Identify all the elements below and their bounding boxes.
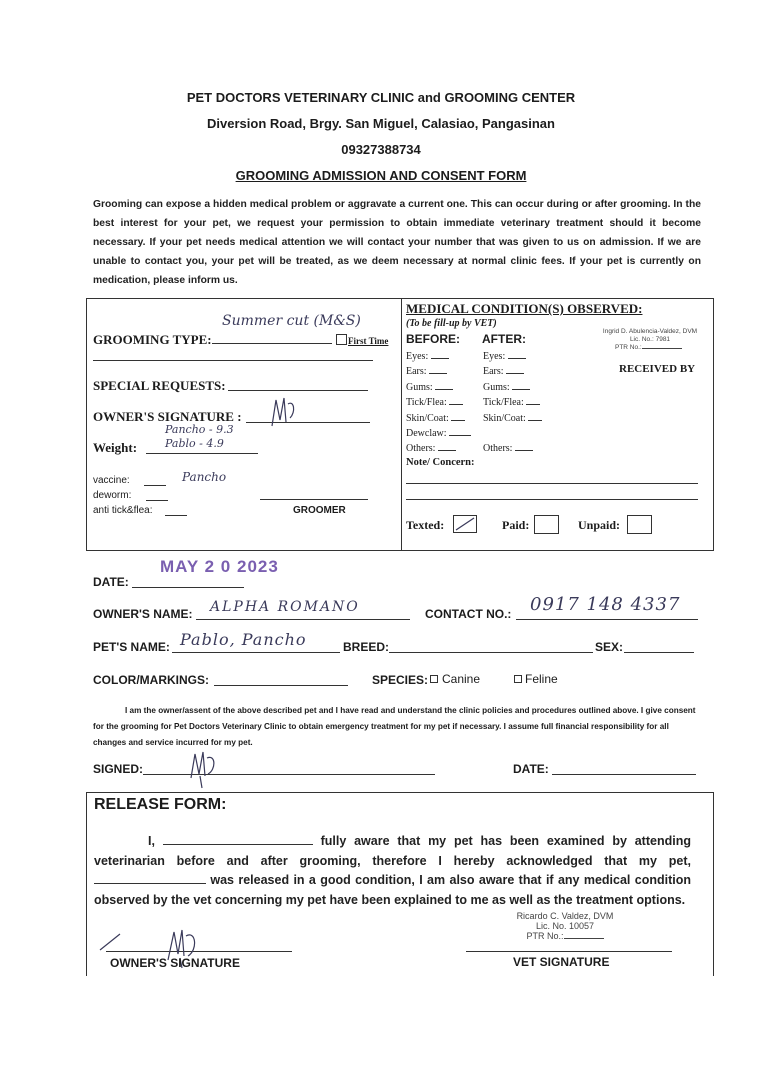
- unpaid-label: Unpaid:: [578, 518, 621, 532]
- owner-signature-scribble: [268, 392, 298, 430]
- owner-sig-label: OWNER'S SIGNATURE: [110, 956, 240, 970]
- date-field[interactable]: [132, 587, 244, 588]
- sex-field[interactable]: [624, 652, 694, 653]
- after-label: AFTER:: [482, 332, 526, 346]
- signed-scribble: [186, 748, 220, 790]
- owner-name-field[interactable]: [196, 619, 410, 620]
- vaccine-field[interactable]: [144, 485, 166, 486]
- unpaid-checkbox[interactable]: [627, 515, 652, 534]
- signed-label: SIGNED:: [93, 762, 144, 776]
- note-line-1[interactable]: [406, 483, 698, 484]
- groomer-label: GROOMER: [293, 505, 346, 516]
- contact-label: CONTACT NO.:: [425, 607, 512, 621]
- after-list: Eyes: Ears: Gums: Tick/Flea: Skin/Coat: Others:: [483, 349, 542, 457]
- paid-checkbox[interactable]: [534, 515, 559, 534]
- grooming-type-value: Summer cut (M&S): [222, 313, 361, 329]
- clinic-name: PET DOCTORS VETERINARY CLINIC and GROOMING CENTER: [186, 90, 576, 105]
- release-owner-name-field[interactable]: [163, 844, 313, 845]
- pet-name-label: PET'S NAME:: [93, 640, 170, 654]
- antitick-field[interactable]: [165, 515, 187, 516]
- first-time-label: First Time: [348, 336, 389, 346]
- date-label: DATE:: [93, 575, 129, 589]
- box-divider: [401, 298, 402, 550]
- contact-value: 0917 148 4337: [530, 594, 681, 615]
- feline-checkbox[interactable]: [514, 675, 522, 683]
- clinic-phone: 09327388734: [341, 142, 421, 157]
- pet-name-field[interactable]: [172, 652, 340, 653]
- canine-label: Canine: [442, 672, 481, 686]
- special-requests-field[interactable]: [228, 390, 368, 391]
- weight-line-2: Pablo - 4.9: [165, 437, 224, 450]
- date2-field[interactable]: [552, 774, 696, 775]
- owner-signature-field[interactable]: [246, 422, 370, 423]
- weight-field[interactable]: [146, 453, 258, 454]
- color-label: COLOR/MARKINGS:: [93, 673, 209, 687]
- color-field[interactable]: [214, 685, 348, 686]
- before-label: BEFORE:: [406, 332, 460, 346]
- feline-label: Feline: [525, 672, 558, 686]
- paid-label: Paid:: [502, 518, 530, 532]
- release-paragraph: I, fully aware that my pet has been examined by attending veterinarian before and after grooming, therefore I hereby acknowledged that my pet, was released in a good condition, I am also aware that if any medical condition observed by the vet concerning my pet have been explained to me as well as the treatment options.: [94, 834, 691, 907]
- note-line-2[interactable]: [406, 499, 698, 500]
- grooming-type-label: GROOMING TYPE:: [93, 332, 212, 347]
- vaccine-value: Pancho: [182, 470, 227, 484]
- owner-name-value: ALPHA ROMANO: [210, 599, 360, 615]
- grooming-type-line2[interactable]: [93, 360, 373, 361]
- weight-line-1: Pancho - 9.3: [165, 423, 234, 436]
- texted-checkbox[interactable]: [453, 515, 477, 533]
- vet-stamp-1: Ingrid D. Abulencia-Valdez, DVM Lic. No.: 7981 PTR No.:: [602, 328, 698, 351]
- vaccine-label: vaccine:: [93, 475, 130, 486]
- canine-checkbox[interactable]: [430, 675, 438, 683]
- grooming-type-field[interactable]: [212, 343, 332, 344]
- owner-signature-label: OWNER'S SIGNATURE :: [93, 409, 242, 424]
- deworm-field[interactable]: [146, 500, 168, 501]
- form-title: GROOMING ADMISSION AND CONSENT FORM: [235, 168, 527, 183]
- intro-paragraph: Grooming can expose a hidden medical problem or aggravate a current one. This can occur during or after grooming. In the best interest for your pet, we request your permission to obtain immediate veterinary treatment should it become necessary. If your pet needs medical attention we will contact your number that was given to us on admission. If we are unable to contact you, your pet will be treated, as we deem necessary at normal clinic fees. If your pet is currently on medication, please inform us.: [93, 199, 701, 286]
- note-label: Note/ Concern:: [406, 457, 475, 468]
- medical-subtitle: (To be fill-up by VET): [406, 318, 497, 329]
- owner-name-label: OWNER'S NAME:: [93, 607, 193, 621]
- contact-field[interactable]: [516, 619, 698, 620]
- first-time-checkbox[interactable]: [336, 334, 347, 345]
- medical-title: MEDICAL CONDITION(S) OBSERVED:: [406, 301, 643, 316]
- species-label: SPECIES:: [372, 673, 429, 687]
- release-title: RELEASE FORM:: [94, 796, 227, 813]
- breed-label: BREED:: [343, 640, 390, 654]
- vet-signature-field[interactable]: [466, 951, 672, 952]
- date-stamp: MAY 2 0 2023: [160, 557, 279, 576]
- sex-label: SEX:: [595, 640, 624, 654]
- texted-label: Texted:: [406, 518, 445, 532]
- weight-label: Weight:: [93, 440, 138, 455]
- received-by-label: RECEIVED BY: [619, 363, 696, 375]
- deworm-label: deworm:: [93, 490, 132, 501]
- before-list: Eyes: Ears: Gums: Tick/Flea: Skin/Coat: Dewclaw: Others:: [406, 349, 471, 457]
- consent-paragraph: I am the owner/assent of the above described pet and I have read and understand the clinic policies and procedures outlined above. I give consent for the grooming for Pet Doctors Veterinary Clinic to obtain emergency treatment for my pet if necessary. I assume full financial responsibility for all changes and service incurred for my pet.: [93, 706, 696, 747]
- clinic-address: Diversion Road, Brgy. San Miguel, Calasiao, Pangasinan: [207, 116, 555, 131]
- groomer-signature-field[interactable]: [260, 499, 368, 500]
- breed-field[interactable]: [389, 652, 593, 653]
- vet-stamp-2: Ricardo C. Valdez, DVM Lic. No. 10057 PTR No.:: [516, 911, 614, 941]
- special-requests-label: SPECIAL REQUESTS:: [93, 378, 226, 393]
- date2-label: DATE:: [513, 762, 549, 776]
- pet-name-value: Pablo, Pancho: [180, 630, 307, 649]
- antitick-label: anti tick&flea:: [93, 505, 153, 516]
- release-pet-name-field[interactable]: [94, 883, 206, 884]
- vet-sig-label: VET SIGNATURE: [513, 955, 610, 969]
